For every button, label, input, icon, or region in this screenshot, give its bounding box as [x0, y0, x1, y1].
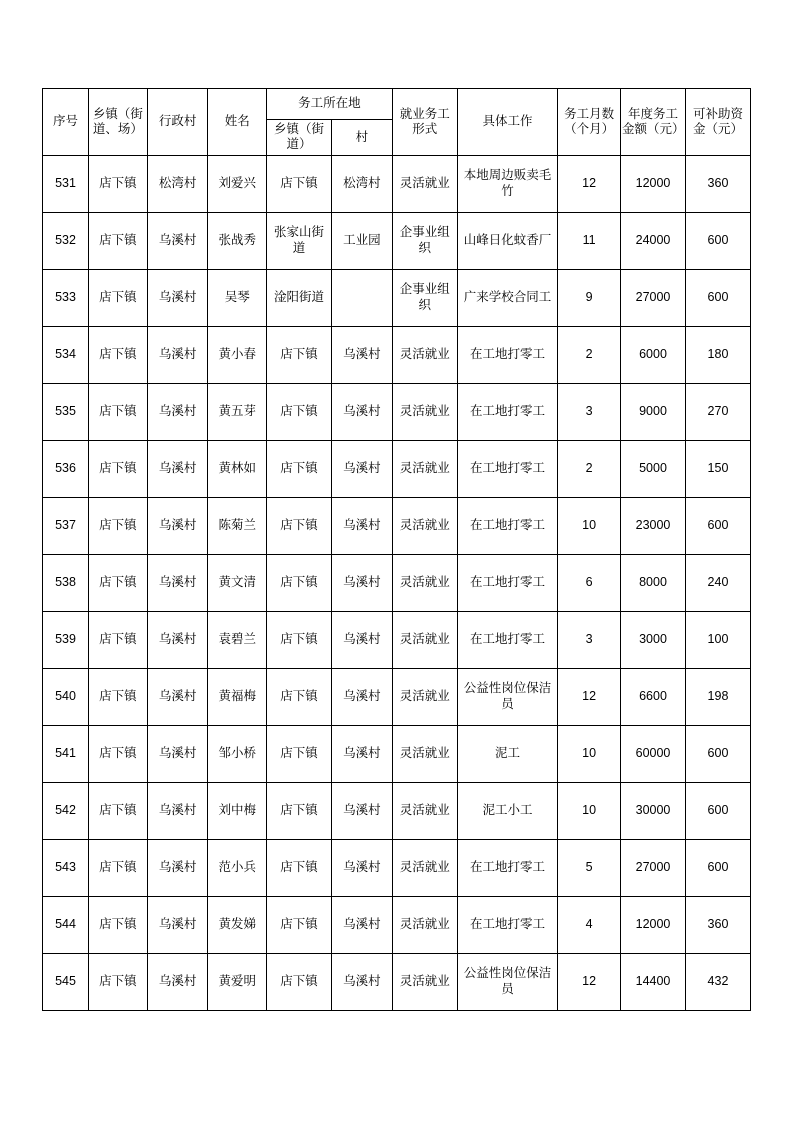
cell-work-village: 乌溪村	[332, 326, 393, 383]
cell-subsidy: 432	[685, 953, 750, 1010]
cell-town: 店下镇	[89, 896, 148, 953]
header-work-village: 村	[332, 120, 393, 156]
cell-specific-job: 在工地打零工	[457, 497, 558, 554]
cell-work-town: 店下镇	[267, 896, 332, 953]
cell-town: 店下镇	[89, 668, 148, 725]
cell-months: 12	[558, 155, 621, 212]
cell-town: 店下镇	[89, 212, 148, 269]
cell-employment-form: 灵活就业	[392, 725, 457, 782]
cell-annual-income: 27000	[621, 839, 686, 896]
cell-work-village: 乌溪村	[332, 440, 393, 497]
cell-name: 刘爱兴	[208, 155, 267, 212]
cell-work-town: 店下镇	[267, 611, 332, 668]
cell-annual-income: 27000	[621, 269, 686, 326]
cell-work-town: 张家山街道	[267, 212, 332, 269]
header-employment-form: 就业务工形式	[392, 89, 457, 156]
cell-annual-income: 12000	[621, 896, 686, 953]
cell-name: 袁碧兰	[208, 611, 267, 668]
cell-subsidy: 600	[685, 212, 750, 269]
cell-name: 黄发娣	[208, 896, 267, 953]
cell-name: 范小兵	[208, 839, 267, 896]
cell-name: 黄五芽	[208, 383, 267, 440]
cell-subsidy: 600	[685, 497, 750, 554]
cell-seq: 540	[43, 668, 89, 725]
header-subsidy: 可补助资金（元）	[685, 89, 750, 156]
cell-annual-income: 3000	[621, 611, 686, 668]
cell-employment-form: 企事业组织	[392, 269, 457, 326]
cell-village: 乌溪村	[147, 725, 208, 782]
cell-employment-form: 灵活就业	[392, 440, 457, 497]
cell-employment-form: 灵活就业	[392, 326, 457, 383]
cell-specific-job: 在工地打零工	[457, 326, 558, 383]
cell-town: 店下镇	[89, 725, 148, 782]
cell-work-town: 店下镇	[267, 155, 332, 212]
cell-employment-form: 灵活就业	[392, 155, 457, 212]
cell-work-town: 淦阳街道	[267, 269, 332, 326]
header-work-location: 务工所在地	[267, 89, 393, 120]
cell-village: 乌溪村	[147, 611, 208, 668]
cell-work-village: 乌溪村	[332, 611, 393, 668]
table-row	[43, 725, 751, 782]
cell-work-village	[332, 269, 393, 326]
cell-village: 乌溪村	[147, 269, 208, 326]
cell-subsidy: 360	[685, 896, 750, 953]
cell-months: 10	[558, 782, 621, 839]
employment-subsidy-table	[42, 88, 751, 1011]
header-village: 行政村	[147, 89, 208, 156]
cell-town: 店下镇	[89, 611, 148, 668]
cell-work-town: 店下镇	[267, 668, 332, 725]
table-row	[43, 269, 751, 326]
cell-village: 松湾村	[147, 155, 208, 212]
table-row	[43, 497, 751, 554]
table-row	[43, 212, 751, 269]
cell-town: 店下镇	[89, 155, 148, 212]
cell-months: 11	[558, 212, 621, 269]
cell-employment-form: 灵活就业	[392, 611, 457, 668]
cell-work-town: 店下镇	[267, 782, 332, 839]
cell-specific-job: 泥工	[457, 725, 558, 782]
cell-work-village: 乌溪村	[332, 953, 393, 1010]
cell-subsidy: 180	[685, 326, 750, 383]
cell-work-village: 乌溪村	[332, 725, 393, 782]
cell-annual-income: 6000	[621, 326, 686, 383]
cell-town: 店下镇	[89, 497, 148, 554]
table-row	[43, 440, 751, 497]
cell-work-village: 乌溪村	[332, 782, 393, 839]
cell-name: 刘中梅	[208, 782, 267, 839]
cell-subsidy: 360	[685, 155, 750, 212]
cell-town: 店下镇	[89, 953, 148, 1010]
cell-months: 6	[558, 554, 621, 611]
cell-annual-income: 5000	[621, 440, 686, 497]
cell-village: 乌溪村	[147, 554, 208, 611]
table-body	[43, 155, 751, 1010]
cell-months: 12	[558, 953, 621, 1010]
cell-village: 乌溪村	[147, 953, 208, 1010]
cell-specific-job: 公益性岗位保洁员	[457, 668, 558, 725]
cell-work-village: 乌溪村	[332, 896, 393, 953]
cell-employment-form: 灵活就业	[392, 668, 457, 725]
cell-seq: 532	[43, 212, 89, 269]
cell-specific-job: 本地周边贩卖毛竹	[457, 155, 558, 212]
cell-work-town: 店下镇	[267, 953, 332, 1010]
table-row	[43, 554, 751, 611]
cell-name: 黄林如	[208, 440, 267, 497]
table-row	[43, 326, 751, 383]
cell-work-village: 乌溪村	[332, 383, 393, 440]
cell-subsidy: 600	[685, 839, 750, 896]
cell-seq: 543	[43, 839, 89, 896]
cell-months: 5	[558, 839, 621, 896]
cell-seq: 531	[43, 155, 89, 212]
header-specific-job: 具体工作	[457, 89, 558, 156]
table-row	[43, 383, 751, 440]
cell-months: 3	[558, 611, 621, 668]
cell-subsidy: 150	[685, 440, 750, 497]
cell-work-village: 松湾村	[332, 155, 393, 212]
cell-name: 吴琴	[208, 269, 267, 326]
cell-work-village: 乌溪村	[332, 668, 393, 725]
header-row-1	[43, 89, 751, 120]
cell-work-village: 乌溪村	[332, 497, 393, 554]
table-row	[43, 953, 751, 1010]
table-row	[43, 668, 751, 725]
cell-employment-form: 灵活就业	[392, 554, 457, 611]
cell-employment-form: 灵活就业	[392, 953, 457, 1010]
cell-seq: 533	[43, 269, 89, 326]
cell-work-town: 店下镇	[267, 725, 332, 782]
cell-specific-job: 在工地打零工	[457, 839, 558, 896]
cell-work-village: 乌溪村	[332, 839, 393, 896]
cell-months: 2	[558, 440, 621, 497]
cell-annual-income: 60000	[621, 725, 686, 782]
cell-specific-job: 公益性岗位保洁员	[457, 953, 558, 1010]
cell-seq: 535	[43, 383, 89, 440]
cell-seq: 545	[43, 953, 89, 1010]
cell-annual-income: 6600	[621, 668, 686, 725]
cell-seq: 544	[43, 896, 89, 953]
cell-subsidy: 600	[685, 725, 750, 782]
table-header	[43, 89, 751, 156]
cell-village: 乌溪村	[147, 782, 208, 839]
cell-work-town: 店下镇	[267, 554, 332, 611]
cell-employment-form: 灵活就业	[392, 896, 457, 953]
header-town: 乡镇（街道、场）	[89, 89, 148, 156]
cell-specific-job: 在工地打零工	[457, 383, 558, 440]
cell-specific-job: 泥工小工	[457, 782, 558, 839]
cell-village: 乌溪村	[147, 839, 208, 896]
cell-village: 乌溪村	[147, 668, 208, 725]
cell-name: 陈菊兰	[208, 497, 267, 554]
cell-name: 黄爱明	[208, 953, 267, 1010]
cell-work-town: 店下镇	[267, 440, 332, 497]
cell-work-village: 乌溪村	[332, 554, 393, 611]
table-row	[43, 896, 751, 953]
cell-name: 黄小春	[208, 326, 267, 383]
cell-name: 黄文清	[208, 554, 267, 611]
cell-village: 乌溪村	[147, 497, 208, 554]
cell-annual-income: 14400	[621, 953, 686, 1010]
cell-seq: 539	[43, 611, 89, 668]
cell-employment-form: 灵活就业	[392, 497, 457, 554]
cell-seq: 534	[43, 326, 89, 383]
header-annual-income: 年度务工金额（元）	[621, 89, 686, 156]
cell-name: 邹小桥	[208, 725, 267, 782]
cell-specific-job: 在工地打零工	[457, 554, 558, 611]
cell-village: 乌溪村	[147, 326, 208, 383]
cell-village: 乌溪村	[147, 383, 208, 440]
cell-specific-job: 在工地打零工	[457, 611, 558, 668]
cell-town: 店下镇	[89, 269, 148, 326]
cell-annual-income: 12000	[621, 155, 686, 212]
cell-subsidy: 240	[685, 554, 750, 611]
cell-months: 12	[558, 668, 621, 725]
cell-employment-form: 灵活就业	[392, 383, 457, 440]
cell-months: 3	[558, 383, 621, 440]
cell-work-town: 店下镇	[267, 839, 332, 896]
cell-town: 店下镇	[89, 554, 148, 611]
cell-subsidy: 600	[685, 269, 750, 326]
cell-specific-job: 山峰日化蚊香厂	[457, 212, 558, 269]
cell-seq: 542	[43, 782, 89, 839]
table-row	[43, 155, 751, 212]
table-row	[43, 611, 751, 668]
table-row	[43, 839, 751, 896]
cell-employment-form: 灵活就业	[392, 839, 457, 896]
cell-seq: 536	[43, 440, 89, 497]
cell-annual-income: 24000	[621, 212, 686, 269]
cell-annual-income: 8000	[621, 554, 686, 611]
cell-months: 9	[558, 269, 621, 326]
header-seq: 序号	[43, 89, 89, 156]
cell-months: 2	[558, 326, 621, 383]
cell-employment-form: 灵活就业	[392, 782, 457, 839]
cell-work-village: 工业园	[332, 212, 393, 269]
cell-seq: 538	[43, 554, 89, 611]
cell-seq: 541	[43, 725, 89, 782]
cell-annual-income: 9000	[621, 383, 686, 440]
cell-town: 店下镇	[89, 326, 148, 383]
header-name: 姓名	[208, 89, 267, 156]
cell-work-town: 店下镇	[267, 383, 332, 440]
cell-village: 乌溪村	[147, 440, 208, 497]
cell-work-town: 店下镇	[267, 497, 332, 554]
cell-specific-job: 在工地打零工	[457, 896, 558, 953]
cell-employment-form: 企事业组织	[392, 212, 457, 269]
header-work-town: 乡镇（街道）	[267, 120, 332, 156]
cell-subsidy: 100	[685, 611, 750, 668]
cell-months: 10	[558, 725, 621, 782]
cell-subsidy: 198	[685, 668, 750, 725]
cell-town: 店下镇	[89, 383, 148, 440]
cell-town: 店下镇	[89, 782, 148, 839]
cell-subsidy: 600	[685, 782, 750, 839]
header-months: 务工月数（个月）	[558, 89, 621, 156]
cell-seq: 537	[43, 497, 89, 554]
cell-months: 4	[558, 896, 621, 953]
table-row	[43, 782, 751, 839]
cell-town: 店下镇	[89, 440, 148, 497]
cell-village: 乌溪村	[147, 896, 208, 953]
cell-town: 店下镇	[89, 839, 148, 896]
cell-annual-income: 23000	[621, 497, 686, 554]
cell-annual-income: 30000	[621, 782, 686, 839]
cell-name: 黄福梅	[208, 668, 267, 725]
cell-months: 10	[558, 497, 621, 554]
cell-name: 张战秀	[208, 212, 267, 269]
cell-village: 乌溪村	[147, 212, 208, 269]
cell-specific-job: 在工地打零工	[457, 440, 558, 497]
cell-subsidy: 270	[685, 383, 750, 440]
cell-specific-job: 广来学校合同工	[457, 269, 558, 326]
cell-work-town: 店下镇	[267, 326, 332, 383]
